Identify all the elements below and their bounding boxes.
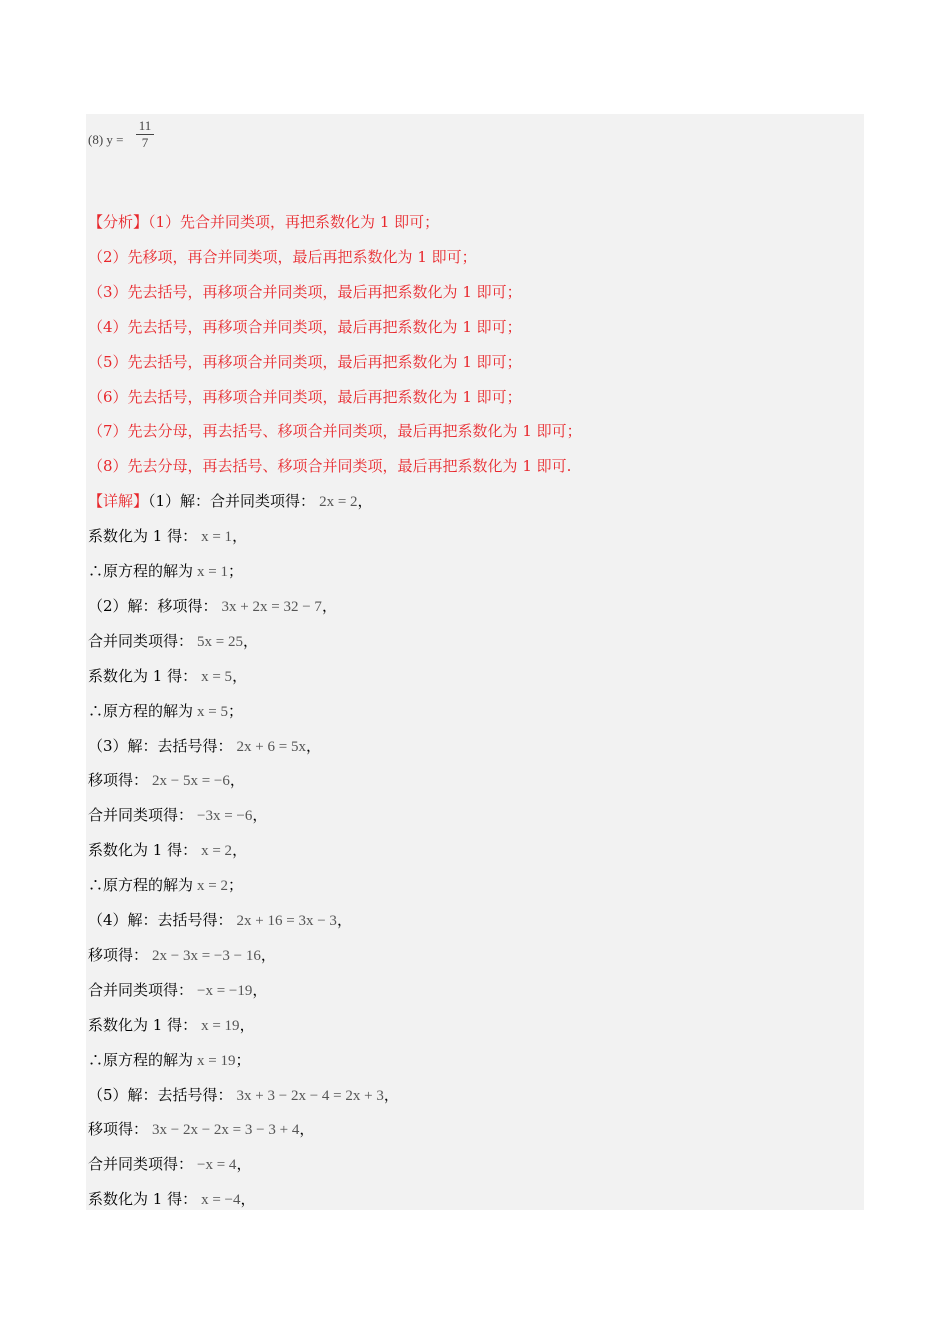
step-equation: x = 5 [197, 703, 228, 720]
step-equation: −3x = −6 [197, 808, 253, 825]
step-text: （3）解：去括号得： [88, 736, 233, 755]
step-text: ∴原方程的解为 [88, 876, 194, 895]
step-equation: x = 5 [201, 668, 233, 685]
step-text: 移项得： [88, 1120, 149, 1139]
analysis-text: （1）先合并同类项，再把系数化为 1 即可； [148, 213, 440, 231]
step-text: 合并同类项得： [88, 631, 194, 650]
step-equation: 2x − 5x = −6 [152, 773, 230, 790]
step-equation: 2x + 16 = 3x − 3 [236, 913, 337, 929]
analysis-line [88, 247, 477, 267]
step-punctuation: ， [383, 1085, 399, 1104]
solution-step [88, 1154, 251, 1175]
step-equation: x = 2 [201, 843, 233, 860]
step-text: 系数化为 1 得： [88, 1015, 198, 1034]
step-text: 系数化为 1 得： [88, 666, 198, 685]
step-equation: 3x − 2x − 2x = 3 − 3 + 4 [152, 1122, 300, 1139]
step-punctuation: ， [232, 666, 248, 685]
solution-step [88, 1189, 256, 1210]
solution-step [88, 1085, 399, 1106]
step-equation: 3x + 3 − 2x − 4 = 2x + 3 [236, 1087, 384, 1104]
step-text: （2）解：移项得： [88, 596, 218, 615]
step-punctuation: ， [252, 980, 268, 999]
step-equation: x = 19 [197, 1052, 236, 1069]
solution-step [88, 1119, 314, 1140]
analysis-text: （3）先去括号，再移项合并同类项，最后再把系数化为 1 即可； [88, 282, 522, 301]
solution-step [88, 840, 247, 861]
step-equation: x = 1 [197, 564, 228, 580]
solution-step [88, 875, 243, 896]
step-punctuation: ， [242, 631, 258, 650]
solution-step [88, 770, 245, 791]
analysis-line [88, 456, 571, 476]
step-punctuation: ， [336, 911, 352, 929]
step-text: ∴原方程的解为 [88, 1050, 194, 1069]
step-punctuation: ， [321, 596, 337, 615]
step-text: 合并同类项得： [88, 1155, 194, 1174]
solution-step [88, 666, 247, 687]
solution-step [88, 631, 258, 652]
step-punctuation: ， [260, 945, 276, 964]
step-punctuation: ， [252, 806, 268, 825]
step-equation: 2x − 3x = −3 − 16 [152, 947, 261, 964]
item-number: (8) [88, 132, 104, 147]
step-text: （5）解：去括号得： [88, 1085, 233, 1104]
step-equation: −x = −19 [197, 982, 253, 999]
step-punctuation: ， [236, 1155, 252, 1174]
analysis-text: （8）先去分母，再去括号、移项合并同类项，最后再把系数化为 1 即可. [88, 457, 572, 476]
analysis-line [88, 282, 522, 302]
answer-panel [86, 114, 864, 1210]
step-equation: x = 19 [201, 1017, 240, 1034]
step-equation: x = 2 [197, 878, 228, 895]
analysis-text: （5）先去括号，再移项合并同类项，最后再把系数化为 1 即可； [88, 352, 522, 371]
solution-step [88, 805, 267, 826]
detail-heading: 【详解】 [88, 492, 149, 511]
step-punctuation: ， [229, 771, 245, 790]
step-text: （4）解：去括号得： [88, 911, 233, 929]
analysis-line [88, 352, 522, 372]
step-punctuation: ， [239, 1015, 255, 1034]
fraction [136, 118, 154, 151]
step-punctuation: ； [227, 876, 243, 895]
step-equation: 2x + 6 = 5x [236, 738, 306, 755]
step-equation: −x = 4 [197, 1157, 237, 1174]
solution-step [88, 701, 243, 722]
solution-step [88, 491, 373, 512]
solution-step [88, 526, 247, 547]
analysis-text: （4）先去括号，再移项合并同类项，最后再把系数化为 1 即可； [88, 317, 522, 336]
step-punctuation: ， [357, 492, 373, 511]
step-text: 系数化为 1 得： [88, 527, 198, 546]
step-text: ∴原方程的解为 [88, 701, 194, 720]
step-punctuation: ； [227, 562, 243, 580]
step-text: 移项得： [88, 945, 149, 964]
step-equation: x = −4 [201, 1192, 241, 1209]
solution-step [88, 736, 321, 757]
analysis-line [88, 421, 582, 441]
solution-step [88, 910, 352, 931]
solution-step [88, 561, 243, 582]
step-punctuation: ； [235, 1050, 251, 1069]
solution-step [88, 980, 267, 1001]
denominator: 7 [141, 135, 149, 150]
step-equation: 5x = 25 [197, 633, 243, 650]
solution-step [88, 945, 276, 966]
analysis-line [88, 212, 439, 232]
step-text: 移项得： [88, 771, 149, 790]
step-text: 合并同类项得： [88, 980, 194, 999]
step-punctuation: ， [305, 736, 321, 755]
step-equation: 2x = 2 [319, 494, 358, 511]
step-punctuation: ， [232, 527, 248, 546]
variable: y = [106, 132, 124, 147]
solution-step [88, 596, 337, 617]
solution-step [88, 1050, 251, 1071]
step-text: 系数化为 1 得： [88, 1190, 198, 1209]
analysis-heading: 【分析】 [88, 213, 149, 231]
step-equation: x = 1 [201, 529, 233, 546]
numerator: 11 [136, 118, 154, 135]
analysis-line [88, 387, 522, 407]
solution-step [88, 1015, 255, 1036]
step-equation: 3x + 2x = 32 − 7 [221, 598, 322, 615]
step-punctuation: ， [232, 841, 248, 860]
step-text: 系数化为 1 得： [88, 841, 198, 860]
step-text: 合并同类项得： [88, 806, 194, 825]
step-text: （1）解：合并同类项得： [148, 492, 316, 511]
analysis-line [88, 317, 522, 337]
analysis-text: （7）先去分母，再去括号、移项合并同类项，最后再把系数化为 1 即可； [88, 422, 582, 441]
step-punctuation: ； [227, 701, 243, 720]
step-text: ∴原方程的解为 [88, 562, 194, 580]
step-punctuation: ， [299, 1120, 315, 1139]
analysis-text: （2）先移项，再合并同类项，最后再把系数化为 1 即可； [88, 247, 477, 266]
step-punctuation: ， [240, 1190, 256, 1209]
analysis-text: （6）先去括号，再移项合并同类项，最后再把系数化为 1 即可； [88, 387, 522, 406]
